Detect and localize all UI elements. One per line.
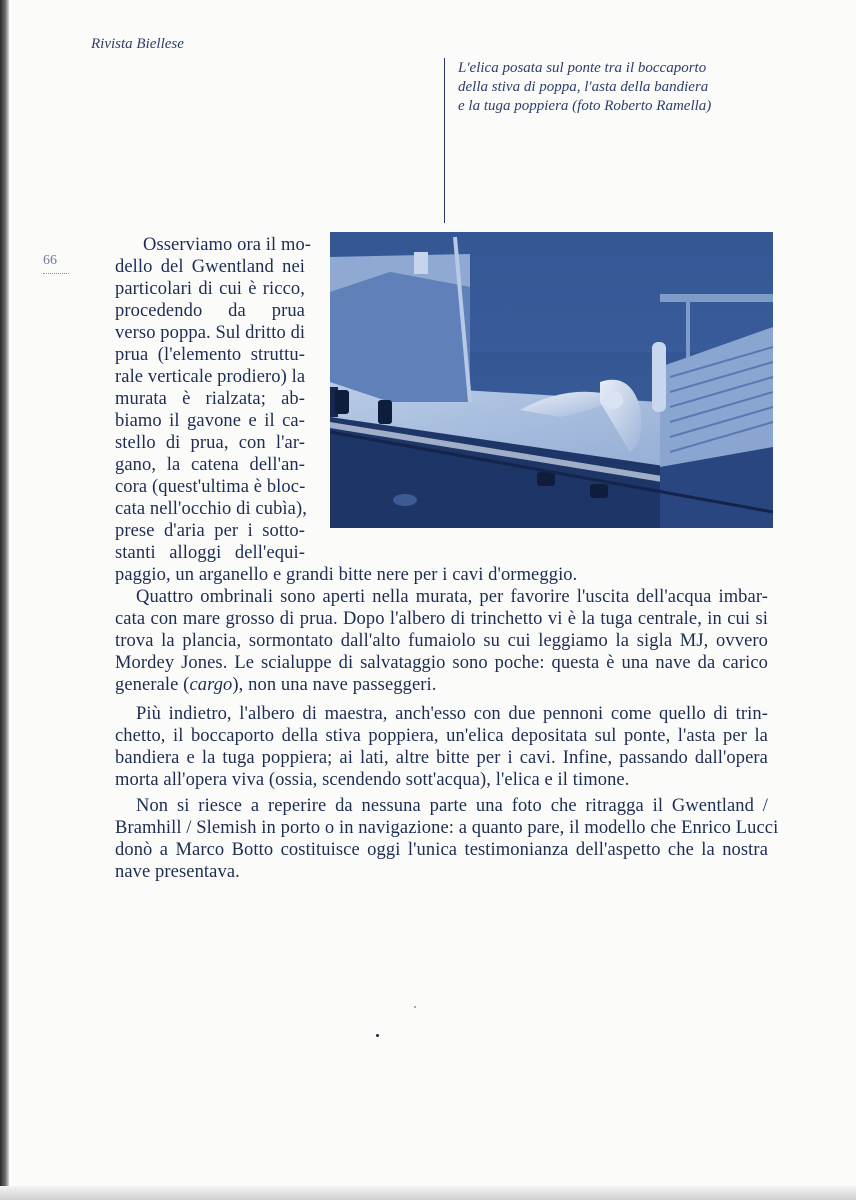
page-number: 66 bbox=[43, 253, 57, 268]
body-line: Quattro ombrinali sono aperti nella murata, per favorire l'uscita dell'acqua imbar- bbox=[136, 587, 768, 607]
body-line: Osserviamo ora il mo- bbox=[143, 235, 312, 255]
page-bottom-edge bbox=[0, 1186, 856, 1200]
body-line: Bramhill / Slemish in porto o in navigazione: a quanto pare, il modello che Enrico Lucci bbox=[115, 818, 779, 838]
body-line: verso poppa. Sul dritto di bbox=[115, 323, 306, 343]
page-binding-edge bbox=[0, 0, 9, 1200]
body-line: Non si riesce a reperire da nessuna parte una foto che ritragga il Gwentland / bbox=[136, 796, 768, 816]
scan-speck bbox=[414, 1006, 416, 1008]
caption-line: L'elica posata sul ponte tra il boccaporto bbox=[458, 60, 707, 76]
body-line: nave presentava. bbox=[115, 862, 240, 882]
caption-line: della stiva di poppa, l'asta della bandiera bbox=[458, 79, 709, 95]
body-line: particolari di cui è ricco, bbox=[115, 279, 305, 299]
body-line: paggio, un arganello e grandi bitte nere per i cavi d'ormeggio. bbox=[115, 565, 578, 585]
body-line: cora (quest'ultima è bloc- bbox=[115, 477, 306, 497]
body-line: Più indietro, l'albero di maestra, anch'esso con due pennoni come quello di trin- bbox=[136, 704, 768, 724]
caption-line: e la tuga poppiera (foto Roberto Ramella) bbox=[458, 98, 712, 114]
running-head: Rivista Biellese bbox=[91, 36, 184, 52]
scan-speck bbox=[376, 1034, 379, 1037]
body-line: cata con mare grosso di prua. Dopo l'albero di trinchetto vi è la tuga centrale, in cui si bbox=[115, 609, 768, 629]
body-line: morta all'opera viva (ossia, scendendo sott'acqua), l'elica e il timone. bbox=[115, 770, 630, 790]
body-line: procedendo da prua bbox=[115, 301, 305, 321]
body-line: stanti alloggi dell'equi- bbox=[115, 543, 305, 563]
ship-model-photo-image bbox=[330, 232, 773, 528]
photo-caption bbox=[458, 59, 778, 116]
body-line: dello del Gwentland nei bbox=[115, 257, 305, 277]
body-line: chetto, il boccaporto della stiva poppiera, un'elica depositata sul ponte, l'asta per la bbox=[115, 726, 768, 746]
body-line: gano, la catena dell'an- bbox=[115, 455, 305, 475]
body-line: rale verticale prodiero) la bbox=[115, 367, 306, 387]
body-line: stello di prua, con l'ar- bbox=[115, 433, 305, 453]
italic-term: cargo bbox=[189, 675, 233, 695]
body-line: Mordey Jones. Le scialuppe di salvataggio sono poche: questa è una nave da carico bbox=[115, 653, 768, 673]
body-line: cata nell'occhio di cubìa), bbox=[115, 499, 307, 519]
body-line: donò a Marco Botto costituisce oggi l'unica testimonianza dell'aspetto che la nostra bbox=[115, 840, 768, 860]
body-line: bandiera e la tuga poppiera; ai lati, altre bitte per i cavi. Infine, passando dall'opera bbox=[115, 748, 768, 768]
body-line: biamo il gavone e il ca- bbox=[115, 411, 305, 431]
body-line: prua (l'elemento struttu- bbox=[115, 345, 305, 365]
ship-model-photo bbox=[330, 232, 773, 528]
caption-rule bbox=[444, 58, 445, 223]
body-line: murata è rialzata; ab- bbox=[115, 389, 305, 409]
page-number-rule bbox=[43, 273, 69, 274]
body-line: trova la plancia, sormontato dall'alto fumaiolo su cui leggiamo la sigla MJ, ovvero bbox=[115, 631, 768, 651]
body-line: prese d'aria per i sotto- bbox=[115, 521, 305, 541]
body-line: generale (cargo), non una nave passeggeri. bbox=[115, 675, 437, 695]
